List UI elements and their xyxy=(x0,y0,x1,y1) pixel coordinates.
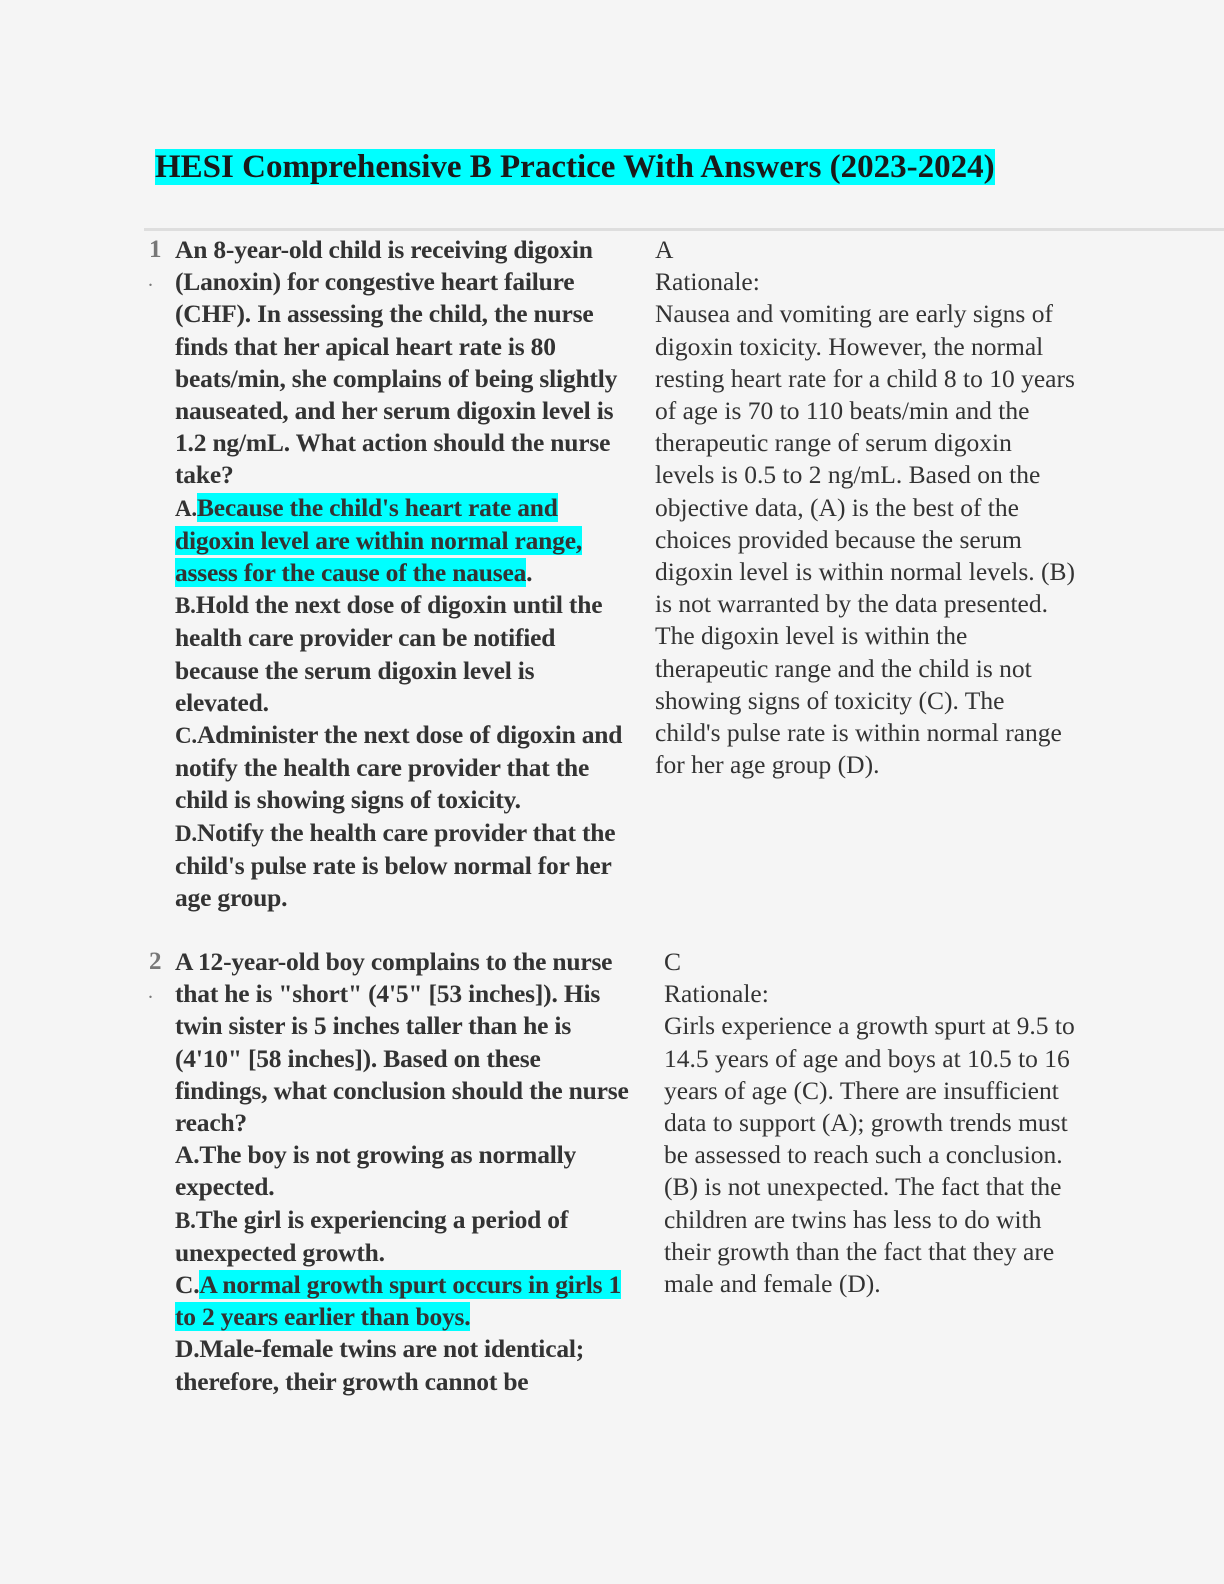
option-label: A. xyxy=(175,1140,200,1170)
question-number-dot: . xyxy=(148,269,153,291)
option-text: Notify the health care provider that the child's pulse rate is below normal for her age group. xyxy=(175,817,616,913)
option-b xyxy=(175,1204,630,1269)
option-text: The boy is not growing as normally expected. xyxy=(175,1140,577,1202)
option-suffix: . xyxy=(526,558,533,588)
option-label: B. xyxy=(175,1207,196,1233)
question-number-dot: . xyxy=(148,981,153,1003)
option-text: Male-female twins are not identical; therefore, their growth cannot be xyxy=(175,1334,585,1396)
rationale-text: Nausea and vomiting are early signs of digoxin toxicity. However, the normal resting heart rate for a child 8 to 10 years of age is 70 to 110 beats/min and the therapeutic range of serum digoxin levels is 0.5 to 2 ng/mL. Based on the objective data, (A) is the best of the choices provided because the serum digoxin level is within normal levels. (B) is not warranted by the data presented. The digoxin level is within the therapeutic range and the child is not showing signs of toxicity (C). The child's pulse rate is within normal range for her age group (D). xyxy=(655,299,1075,780)
option-label: D. xyxy=(175,1334,200,1364)
option-label: D. xyxy=(175,820,197,846)
rationale-text: Girls experience a growth spurt at 9.5 to 14.5 years of age and boys at 10.5 to 16 years of age (C). There are insufficient data to support (A); growth trends must be assessed to reach such a conclusion. (B) is not unexpected. The fact that the children are twins has less to do with their growth than the fact that they are male and female (D). xyxy=(664,1011,1075,1299)
answer-letter: C xyxy=(664,947,682,976)
option-b xyxy=(175,589,630,719)
option-label: B. xyxy=(175,593,196,619)
question-body xyxy=(175,234,630,914)
correct-option-highlight: Because the child's heart rate and digoxin level are within normal range, assess for the cause of the nausea xyxy=(175,492,582,588)
option-a xyxy=(175,492,630,590)
option-d xyxy=(175,817,630,915)
question-stem: An 8-year-old child is receiving digoxin (Lanoxin) for congestive heart failure (CHF). In assessing the child, the nurse finds that her apical heart rate is 80 beats/min, she complains of being slightly nauseated, and her serum digoxin level is 1.2 ng/mL. What action should the nurse take? xyxy=(175,235,618,490)
option-label: C. xyxy=(175,723,197,749)
option-label: C. xyxy=(175,1270,200,1300)
option-a xyxy=(175,1139,630,1203)
option-d xyxy=(175,1333,630,1397)
question-body xyxy=(175,946,630,1398)
option-c xyxy=(175,719,630,817)
option-label: A. xyxy=(175,495,197,521)
correct-option-highlight: A normal growth spurt occurs in girls 1 to 2 years earlier than boys. xyxy=(175,1270,622,1332)
rationale-label: Rationale: xyxy=(655,267,760,297)
page-title xyxy=(155,146,995,188)
rationale-label: Rationale: xyxy=(664,979,769,1009)
question-number: 1 xyxy=(149,236,162,263)
title-highlight: HESI Comprehensive B Practice With Answers (2023-2024) xyxy=(155,149,995,185)
option-text: Hold the next dose of digoxin until the health care provider can be notified because the serum digoxin level is elevated. xyxy=(175,590,603,717)
answer-letter: A xyxy=(655,235,674,264)
header-divider xyxy=(144,228,1224,231)
option-c xyxy=(175,1269,630,1333)
question-stem: A 12-year-old boy complains to the nurse that he is "short" (4'5" [53 inches]). His twin sister is 5 inches taller than he is (4'10" [58 inches]). Based on these findings, what conclusion should the nurse reach? xyxy=(175,947,629,1138)
option-text: Administer the next dose of digoxin and notify the health care provider that the child is showing signs of toxicity. xyxy=(175,720,623,815)
option-text: The girl is experiencing a period of unexpected growth. xyxy=(175,1204,569,1267)
answer-column xyxy=(655,234,1075,781)
question-number: 2 xyxy=(149,948,162,975)
answer-column xyxy=(664,946,1084,1300)
